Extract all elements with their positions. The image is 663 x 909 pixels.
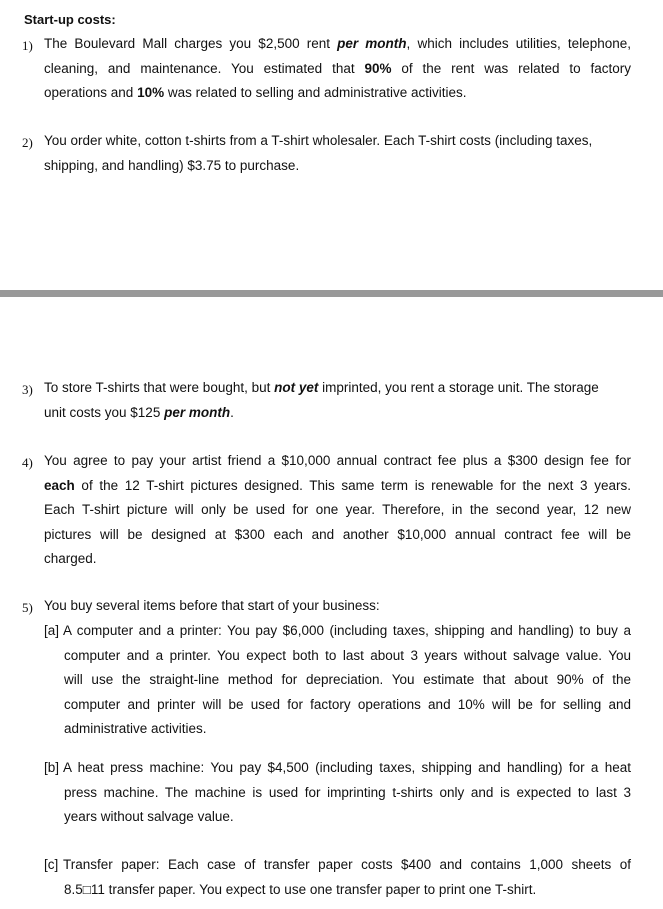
section-heading: Start-up costs: bbox=[24, 12, 116, 27]
text-segment: operations and bbox=[44, 85, 138, 100]
text-line bbox=[44, 527, 631, 542]
text-segment: computer and printer will be used for factory operations and 10% will be for selling and bbox=[64, 696, 631, 712]
text-segment: computer and a printer. You expect both to last about 3 years without salvage value. You bbox=[64, 647, 631, 663]
text-line bbox=[64, 697, 631, 712]
text-line bbox=[44, 36, 631, 51]
text-segment: To store T-shirts that were bought, but bbox=[44, 380, 275, 395]
text-line bbox=[64, 785, 631, 800]
text-line bbox=[44, 380, 631, 395]
text-line bbox=[44, 85, 631, 100]
text-segment: A heat press machine: You pay $4,500 (including taxes, shipping and handling) for a heat bbox=[63, 760, 631, 775]
text-segment: . bbox=[230, 404, 234, 420]
emphasis-text: each bbox=[44, 477, 75, 493]
list-item-number: 2) bbox=[22, 135, 33, 150]
text-segment: 8.5□11 transfer paper. You expect to use one transfer paper to print one T-shirt. bbox=[64, 881, 537, 897]
text-segment: pictures will be designed at $300 each and another $10,000 annual contract fee will be bbox=[44, 526, 631, 542]
text-segment: You order white, cotton t-shirts from a T-shirt wholesaler. Each T-shirt costs (including taxes, bbox=[44, 133, 593, 148]
text-segment: years without salvage value. bbox=[64, 809, 234, 824]
emphasis-text: 10% bbox=[137, 85, 165, 100]
text-segment: of the 12 T-shirt pictures designed. This same term is renewable for the next 3 years. bbox=[74, 477, 631, 493]
text-line bbox=[63, 760, 631, 775]
text-line bbox=[44, 133, 631, 148]
text-segment: press machine. The machine is used for imprinting t-shirts only and is expected to last 3 bbox=[64, 784, 631, 800]
emphasis-text: not yet bbox=[274, 380, 319, 395]
text-line bbox=[64, 672, 631, 687]
text-segment: was related to selling and administrative activities. bbox=[164, 85, 467, 100]
text-segment: You buy several items before that start of your business: bbox=[44, 598, 380, 613]
text-line bbox=[63, 623, 631, 638]
text-line bbox=[64, 721, 631, 736]
text-segment: administrative activities. bbox=[64, 721, 207, 736]
text-segment: , which includes utilities, telephone, bbox=[406, 36, 631, 51]
emphasis-text: per month bbox=[164, 404, 231, 420]
text-line bbox=[44, 478, 631, 493]
text-segment: The Boulevard Mall charges you $2,500 rent bbox=[44, 36, 338, 51]
text-line bbox=[64, 809, 631, 824]
text-segment: imprinted, you rent a storage unit. The storage bbox=[318, 380, 599, 395]
list-item-number: 4) bbox=[22, 455, 33, 470]
sub-item-label: [a] bbox=[44, 623, 60, 638]
text-segment: Each T-shirt picture will only be used for one year. Therefore, in the second year, 12 new bbox=[44, 502, 631, 517]
page-divider bbox=[0, 290, 663, 297]
text-segment: shipping, and handling) $3.75 to purchase. bbox=[44, 157, 300, 173]
text-line bbox=[64, 882, 631, 897]
text-line bbox=[44, 598, 631, 613]
text-line bbox=[44, 551, 631, 566]
text-segment: A computer and a printer: You pay $6,000 (including taxes, shipping and handling) to buy a bbox=[63, 623, 631, 638]
text-segment: unit costs you $125 bbox=[44, 404, 165, 420]
emphasis-text: per month bbox=[337, 36, 407, 51]
text-line bbox=[44, 61, 631, 76]
text-segment: You agree to pay your artist friend a $10,000 annual contract fee plus a $300 design fee for bbox=[44, 453, 631, 468]
text-segment: Transfer paper: Each case of transfer paper costs $400 and contains 1,000 sheets of bbox=[63, 857, 631, 872]
text-line bbox=[44, 158, 631, 173]
list-item-number: 5) bbox=[22, 600, 33, 615]
text-segment: will use the straight-line method for depreciation. You estimate that about 90% of the bbox=[64, 672, 631, 687]
sub-item-label: [c] bbox=[44, 857, 59, 872]
text-line bbox=[44, 453, 631, 468]
list-item-number: 3) bbox=[22, 382, 33, 397]
emphasis-text: 90% bbox=[364, 60, 392, 76]
text-line bbox=[63, 857, 631, 872]
sub-item-label: [b] bbox=[44, 760, 60, 775]
text-line bbox=[44, 405, 631, 420]
text-line bbox=[44, 502, 631, 517]
text-segment: cleaning, and maintenance. You estimated that bbox=[44, 60, 365, 76]
text-segment: of the rent was related to factory bbox=[391, 60, 631, 76]
text-line bbox=[64, 648, 631, 663]
list-item-number: 1) bbox=[22, 38, 33, 53]
text-segment: charged. bbox=[44, 551, 97, 566]
